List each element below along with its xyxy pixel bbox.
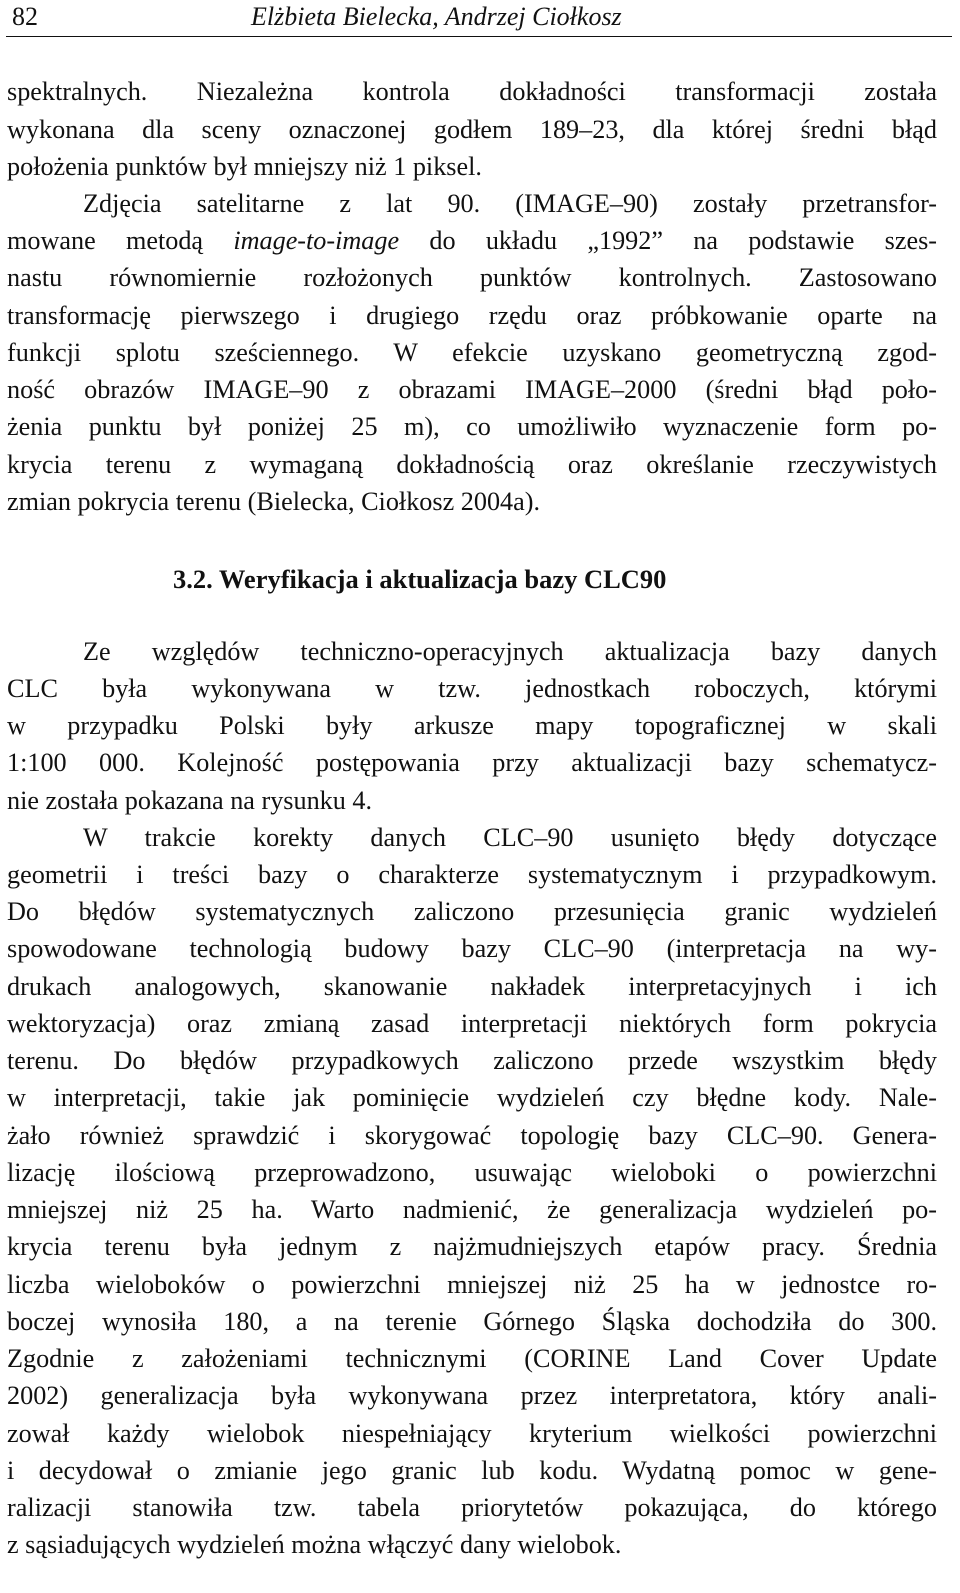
text-line: drukach analogowych, skanowanie nakładek interpretacyjnych i ich <box>7 972 937 1001</box>
text-line: terenu. Do błędów przypadkowych zaliczono przede wszystkim błędy <box>7 1046 937 1075</box>
text-line: W trakcie korekty danych CLC–90 usunięto błędy dotyczące <box>83 823 937 852</box>
text-line: w przypadku Polski były arkusze mapy topograficznej w skali <box>7 711 937 740</box>
text-line: CLC była wykonywana w tzw. jednostkach roboczych, którymi <box>7 674 937 703</box>
text-line: żenia punktu był poniżej 25 m), co umożliwiło wyznaczenie form po- <box>7 412 937 441</box>
text-line: i decydował o zmianie jego granic lub kodu. Wydatną pomoc w gene- <box>7 1456 937 1485</box>
text-line: ralizacji stanowiła tzw. tabela priorytetów pokazująca, do którego <box>7 1493 937 1522</box>
text-line: Zdjęcia satelitarne z lat 90. (IMAGE–90) zostały przetransfor- <box>83 189 937 218</box>
text-line: spektralnych. Niezależna kontrola dokładności transformacji została <box>7 77 937 106</box>
text-line: geometrii i treści bazy o charakterze systematycznym i przypadkowym. <box>7 860 937 889</box>
text-line: 2002) generalizacja była wykonywana przez interpretatora, który anali- <box>7 1381 937 1410</box>
text-segment: mowane metodą image-to-image do układu „1992” na podstawie szes- <box>7 226 937 255</box>
text-line: liczba wieloboków o powierzchni mniejszej niż 25 ha w jednostce ro- <box>7 1270 937 1299</box>
text-line: nie została pokazana na rysunku 4. <box>7 786 373 815</box>
text-line: transformację pierwszego i drugiego rzędu oraz próbkowanie oparte na <box>7 301 937 330</box>
text-line: w interpretacji, takie jak pominięcie wydzieleń czy błędne kody. Nale- <box>7 1083 937 1112</box>
text-line: krycia terenu z wymaganą dokładnością oraz określanie rzeczywistych <box>7 450 937 479</box>
page-number: 82 <box>12 2 38 31</box>
text-line: Ze względów techniczno-operacyjnych aktualizacja bazy danych <box>83 637 937 666</box>
text-line: funkcji splotu sześciennego. W efekcie uzyskano geometryczną zgod- <box>7 338 937 367</box>
text-line: boczej wynosiła 180, a na terenie Górnego Śląska dochodziła do 300. <box>7 1307 937 1336</box>
text-line: położenia punktów był mniejszy niż 1 piksel. <box>7 152 482 181</box>
italic-term: image-to-image <box>233 226 400 255</box>
text-line: zmian pokrycia terenu (Bielecka, Ciołkosz 2004a). <box>7 487 541 516</box>
text-line: Do błędów systematycznych zaliczono przesunięcia granic wydzieleń <box>7 897 937 926</box>
text-line: z sąsiadujących wydzieleń można włączyć dany wielobok. <box>7 1530 622 1559</box>
text-line: krycia terenu była jednym z najżmudniejszych etapów pracy. Średnia <box>7 1232 937 1261</box>
text-line: żało również sprawdzić i skorygować topologię bazy CLC–90. Genera- <box>7 1121 937 1150</box>
text-line: wektoryzacja) oraz zmianą zasad interpretacji niektórych form pokrycia <box>7 1009 937 1038</box>
text-line: 1:100 000. Kolejność postępowania przy aktualizacji bazy schematycz- <box>7 748 937 777</box>
section-heading: 3.2. Weryfikacja i aktualizacja bazy CLC90 <box>173 564 667 594</box>
text-line <box>7 224 937 258</box>
text-line: nastu równomiernie rozłożonych punktów kontrolnych. Zastosowano <box>7 263 937 292</box>
text-line: lizację ilościową przeprowadzono, usuwając wieloboki o powierzchni <box>7 1158 937 1187</box>
text-line: wykonana dla sceny oznaczonej godłem 189–23, dla której średni błąd <box>7 115 937 144</box>
text-line: ność obrazów IMAGE–90 z obrazami IMAGE–2000 (średni błąd poło- <box>7 375 937 404</box>
text-line: spowodowane technologią budowy bazy CLC–90 (interpretacja na wy- <box>7 934 937 963</box>
text-line: zował każdy wielobok niespełniający kryterium wielkości powierzchni <box>7 1419 937 1448</box>
running-header <box>6 0 952 37</box>
running-header-authors: Elżbieta Bielecka, Andrzej Ciołkosz <box>251 2 622 31</box>
text-line: Zgodnie z założeniami technicznymi (CORINE Land Cover Update <box>7 1344 937 1373</box>
text-line: mniejszej niż 25 ha. Warto nadmienić, że generalizacja wydzieleń po- <box>7 1195 937 1224</box>
